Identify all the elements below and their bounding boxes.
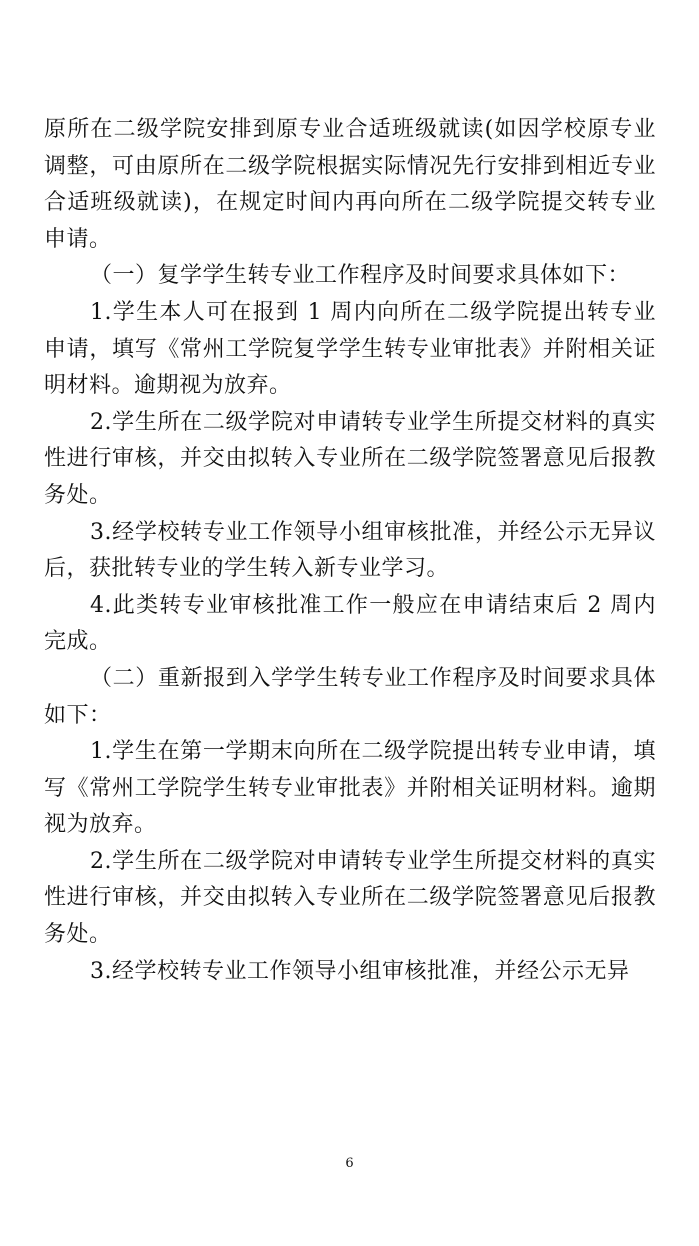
paragraph-reinstated-step-4: 4.此类转专业审核批准工作一般应在申请结束后 2 周内完成。 [44, 592, 656, 655]
document-body [44, 112, 656, 990]
paragraph-re-enrolled-step-2: 2.学生所在二级学院对申请转专业学生所提交材料的真实性进行审核，并交由拟转入专业所在二级学院签署意见后报教务处。 [44, 848, 656, 948]
paragraph-reinstated-step-1: 1.学生本人可在报到 1 周内向所在二级学院提出转专业申请，填写《常州工学院复学学生转专业审批表》并附相关证明材料。逾期视为放弃。 [44, 299, 656, 399]
paragraph-reinstated-step-2: 2.学生所在二级学院对申请转专业学生所提交材料的真实性进行审核，并交由拟转入专业所在二级学院签署意见后报教务处。 [44, 409, 656, 508]
paragraph-reinstated-step-3: 3.经学校转专业工作领导小组审核批准，并经公示无异议后，获批转专业的学生转入新专业学习。 [44, 519, 656, 582]
section-heading-reinstated-students: （一）复学学生转专业工作程序及时间要求具体如下： [90, 263, 631, 289]
paragraph-re-enrolled-step-1: 1.学生在第一学期末向所在二级学院提出转专业申请，填写《常州工学院学生转专业审批表》并附相关证明材料。逾期视为放弃。 [44, 739, 656, 838]
section-heading-re-enrolled-students: （二）重新报到入学学生转专业工作程序及时间要求具体如下： [44, 665, 656, 728]
paragraph-continuation: 原所在二级学院安排到原专业合适班级就读(如因学校原专业调整，可由原所在二级学院根据实际情况先行安排到相近专业合适班级就读)，在规定时间内再向所在二级学院提交转专业申请。 [44, 117, 656, 252]
page-number: 6 [345, 1156, 354, 1171]
paragraph-re-enrolled-step-3: 3.经学校转专业工作领导小组审核批准，并经公示无异 [90, 958, 630, 984]
